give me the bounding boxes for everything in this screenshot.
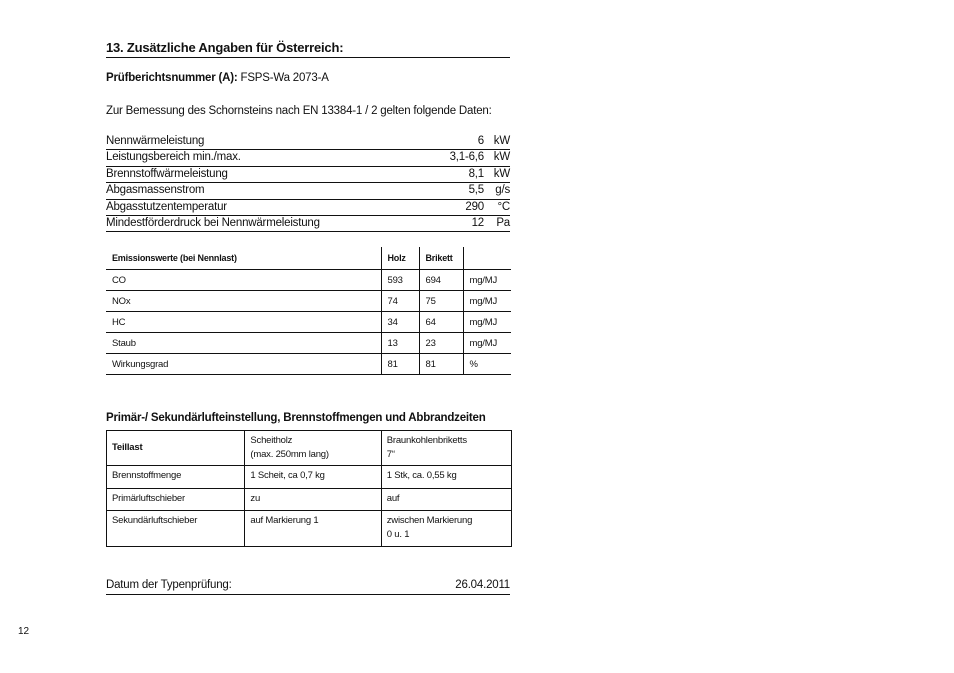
column-header-line: 7“: [386, 449, 395, 460]
table-cell: mg/MJ: [463, 291, 511, 312]
spec-unit: kW: [493, 135, 510, 147]
chimney-specs-list: [106, 134, 510, 232]
spec-label: Leistungsbereich min./max.: [106, 151, 241, 164]
spec-row: [106, 134, 510, 150]
table-cell: 74: [381, 291, 419, 312]
spec-row: [106, 200, 510, 216]
spec-value: 12: [471, 216, 484, 229]
spec-value: 6: [477, 135, 484, 147]
test-date-row: [106, 579, 510, 595]
table-cell: 593: [381, 270, 419, 291]
spec-label: Abgasmassenstrom: [106, 184, 205, 197]
table-row: [107, 466, 512, 489]
table-cell: 34: [381, 312, 419, 333]
spec-label: Abgasstutzentemperatur: [106, 200, 227, 213]
spec-unit: Pa: [496, 216, 510, 229]
spec-row: [106, 216, 510, 232]
table-cell: Brennstoffmenge: [107, 466, 245, 489]
table-cell: Sekundärluftschieber: [107, 511, 245, 547]
air-settings-table: [106, 430, 512, 547]
column-header: [463, 247, 511, 270]
report-number-value: FSPS-Wa 2073-A: [240, 72, 329, 84]
table-cell: mg/MJ: [463, 270, 511, 291]
spec-unit: kW: [493, 151, 510, 164]
column-header-line: Scheitholz: [250, 435, 293, 446]
spec-value: 5,5: [468, 184, 484, 197]
spec-label: Brennstoffwärmeleistung: [106, 167, 228, 180]
table-header-row: [107, 431, 512, 466]
intro-text: Zur Bemessung des Schornsteins nach EN 13384-1 / 2 gelten folgende Daten:: [106, 105, 492, 117]
table-cell-line: zwischen Markierung: [386, 515, 473, 526]
column-header-line: Braunkohlenbriketts: [386, 435, 467, 446]
spec-row: [106, 183, 510, 199]
table-cell: NOx: [106, 291, 381, 312]
table-row: [106, 333, 511, 354]
spec-unit: kW: [493, 167, 510, 180]
table-cell: 64: [419, 312, 463, 333]
table-row: [106, 270, 511, 291]
spec-unit: °C: [497, 200, 510, 213]
column-header: [381, 431, 511, 466]
table-cell: 23: [419, 333, 463, 354]
table-cell: mg/MJ: [463, 333, 511, 354]
page-number: 12: [18, 626, 30, 637]
test-date-label: Datum der Typenprüfung:: [106, 579, 232, 591]
report-number: [106, 72, 329, 84]
spec-value: 8,1: [468, 167, 484, 180]
test-date-value: 26.04.2011: [455, 579, 510, 591]
table-cell: zu: [245, 489, 381, 511]
column-header-line: (max. 250mm lang): [250, 449, 329, 460]
spec-value: 290: [465, 200, 484, 213]
column-header: Emissionswerte (bei Nennlast): [106, 247, 381, 270]
column-header: Brikett: [419, 247, 463, 270]
table-cell: Primärluftschieber: [107, 489, 245, 511]
spec-value: 3,1-6,6: [449, 151, 484, 164]
table-cell: 13: [381, 333, 419, 354]
column-header: [245, 431, 381, 466]
table-row: [107, 489, 512, 511]
table-cell: [381, 511, 511, 547]
table-row: [107, 511, 512, 547]
section-heading: 13. Zusätzliche Angaben für Österreich:: [106, 40, 510, 58]
column-header: Holz: [381, 247, 419, 270]
settings-heading: Primär-/ Sekundärlufteinstellung, Brennstoffmengen und Abbrandzeiten: [106, 412, 486, 424]
emissions-table: [106, 247, 511, 375]
table-cell: 75: [419, 291, 463, 312]
table-cell: HC: [106, 312, 381, 333]
spec-row: [106, 150, 510, 166]
report-number-label: Prüfberichtsnummer (A):: [106, 72, 238, 84]
table-row: [106, 291, 511, 312]
table-cell: CO: [106, 270, 381, 291]
column-header: Teillast: [107, 431, 245, 466]
spec-label: Mindestförderdruck bei Nennwärmeleistung: [106, 216, 320, 229]
table-row: [106, 354, 511, 375]
table-cell: 1 Scheit, ca 0,7 kg: [245, 466, 381, 489]
table-header-row: [106, 247, 511, 270]
table-cell: 81: [419, 354, 463, 375]
spec-unit: g/s: [495, 184, 510, 197]
spec-label: Nennwärmeleistung: [106, 135, 205, 147]
table-cell: Staub: [106, 333, 381, 354]
table-cell-line: 0 u. 1: [386, 529, 410, 540]
table-cell: 1 Stk, ca. 0,55 kg: [381, 466, 511, 489]
table-cell: mg/MJ: [463, 312, 511, 333]
table-cell: auf: [381, 489, 511, 511]
table-cell: Wirkungsgrad: [106, 354, 381, 375]
table-cell: 694: [419, 270, 463, 291]
table-row: [106, 312, 511, 333]
table-cell: 81: [381, 354, 419, 375]
spec-row: [106, 167, 510, 183]
table-cell: auf Markierung 1: [245, 511, 381, 547]
table-cell: %: [463, 354, 511, 375]
